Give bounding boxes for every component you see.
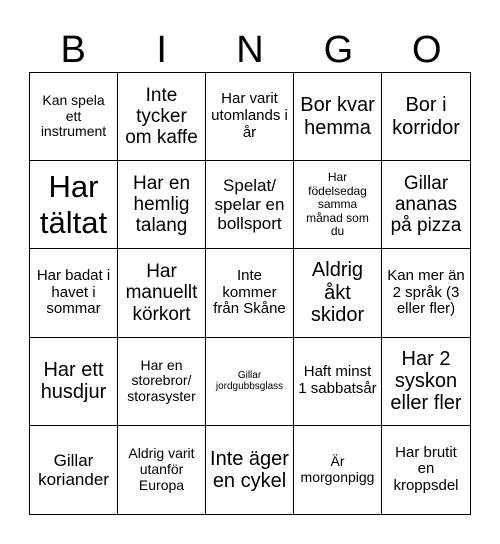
bingo-cell[interactable]: Gillar koriander [30, 426, 118, 514]
bingo-cell[interactable]: Inte tycker om kaffe [118, 73, 206, 161]
bingo-cell[interactable]: Haft minst 1 sabbatsår [294, 338, 382, 426]
bingo-cell[interactable]: Bor i korridor [382, 73, 470, 161]
bingo-cell[interactable]: Inte äger en cykel [206, 426, 294, 514]
header-letter-g: G [323, 29, 354, 71]
header-letter-b: B [60, 29, 86, 71]
bingo-grid [29, 72, 471, 515]
bingo-cell[interactable]: Har brutit en kroppsdel [393, 443, 459, 495]
bingo-cell[interactable]: Kan spela ett instrument [30, 73, 118, 161]
header-letter-i: I [156, 29, 167, 71]
bingo-cell[interactable]: Spelat/ spelar en bollsport [206, 161, 294, 249]
bingo-cell[interactable]: Är morgonpigg [294, 426, 382, 514]
bingo-cell[interactable]: Kan mer än 2 språk (3 eller fler) [382, 249, 470, 337]
bingo-cell[interactable]: Har en storebror/ storasyster [118, 338, 206, 426]
bingo-cell[interactable]: Har en hemlig talang [118, 161, 206, 249]
bingo-header [29, 28, 471, 72]
bingo-cell[interactable]: Aldrig åkt skidor [294, 249, 382, 337]
bingo-cell[interactable]: Har tältat [30, 161, 118, 249]
bingo-cell[interactable]: Gillar ananas på pizza [382, 161, 470, 249]
header-letter-o: O [412, 29, 442, 71]
bingo-cell[interactable]: Har badat i havet i sommar [30, 249, 118, 337]
bingo-cell[interactable]: Har 2 syskon eller fler [382, 338, 470, 426]
header-letter-n: N [236, 29, 264, 71]
bingo-cell[interactable]: Har födelsedag samma månad som du [294, 161, 382, 249]
bingo-cell[interactable]: Inte kommer från Skåne [206, 249, 294, 337]
bingo-cell[interactable]: Aldrig varit utanför Europa [118, 426, 206, 514]
bingo-cell[interactable]: Gillar jordgubbsglass [206, 338, 294, 426]
bingo-cell[interactable]: Bor kvar hemma [294, 73, 382, 161]
bingo-cell[interactable]: Har manuellt körkort [118, 249, 206, 337]
bingo-cell[interactable]: Har ett husdjur [30, 338, 118, 426]
bingo-cell[interactable]: Har varit utomlands i år [206, 73, 294, 161]
